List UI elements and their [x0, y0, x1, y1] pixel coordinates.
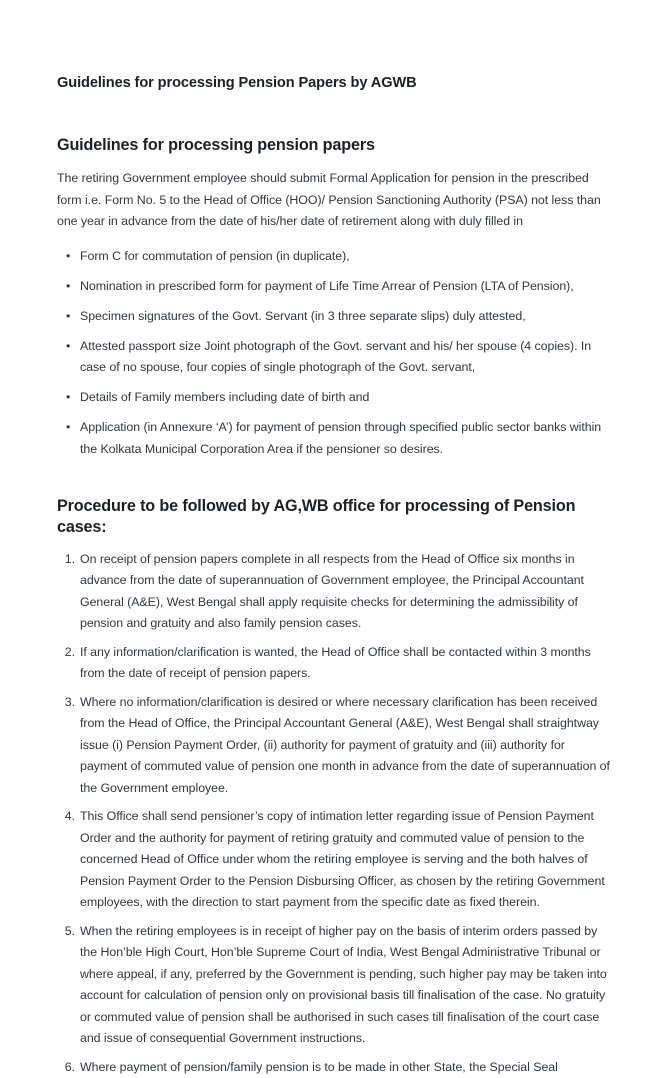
- list-item: This Office shall send pensioner’s copy of intimation letter regarding issue of Pension Payment Order and the authority for payment of retiring gratuity and commuted value of pension to the concerned Head of Office under whom the retiring employee is serving and the both halves of Pension Payment Order to the Pension Disbursing Officer, as chosen by the retiring Government employees, with the direction to start payment from the specific date as fixed therein.: [80, 809, 605, 910]
- list-item: • Specimen signatures of the Govt. Servant (in 3 three separate slips) duly attested,: [57, 306, 615, 328]
- guidelines-intro-paragraph: The retiring Government employee should submit Formal Application for pension in the prescribed form i.e. Form No. 5 to the Head of Office (HOO)/ Pension Sanctioning Authority (PSA) not less than one year in advance from the date of his/her date of retirement along with duly filled in: [57, 171, 601, 229]
- list-item: • Nomination in prescribed form for payment of Life Time Arrear of Pension (LTA of Pension),: [57, 276, 615, 298]
- list-item: On receipt of pension papers complete in all respects from the Head of Office six months in advance from the date of superannuation of Government employee, the Principal Accountant General (A&E), West Bengal shall apply requisite checks for determining the admissibility of pension and gratuity and also family pension cases.: [80, 551, 584, 631]
- list-item: • Attested passport size Joint photograph of the Govt. servant and his/ her spouse (4 copies). In case of no spouse, four copies of single photograph of the Govt. servant,: [57, 336, 615, 379]
- list-item: • Application (in Annexure ‘A’) for payment of pension through specified public sector banks within the Kolkata Municipal Corporation Area if the pensioner so desires.: [57, 417, 615, 460]
- list-item: If any information/clarification is wanted, the Head of Office shall be contacted within 3 months from the date of receipt of pension papers.: [80, 644, 591, 681]
- list-item: When the retiring employees is in receipt of higher pay on the basis of interim orders passed by the Hon’ble High Court, Hon’ble Supreme Court of India, West Bengal Administrative Tribunal or where appeal, if any, preferred by the Government is pending, such higher pay may be taken into account for calculation of pension only on provisional basis till finalisation of the case. No gratuity or commuted value of pension shall be authorised in such cases till finalisation of the court case and issue of consequential Government instructions.: [80, 923, 607, 1046]
- list-item: • Form C for commutation of pension (in duplicate),: [57, 246, 615, 268]
- procedure-steps-list: [57, 538, 615, 1078]
- procedure-section-heading: Procedure to be followed by AG,WB office for processing of Pension cases:: [57, 496, 576, 536]
- document-title: Guidelines for processing Pension Papers by AGWB: [57, 75, 417, 91]
- list-item: Where payment of pension/family pension is to be made in other State, the Special Seal: [80, 1059, 558, 1074]
- list-item: Where no information/clarification is desired or where necessary clarification has been received from the Head of Office, the Principal Accountant General (A&E), West Bengal shall straightway issue (i) Pension Payment Order, (ii) authority for payment of gratuity and (iii) authority for payment of commuted value of pension one month in advance from the date of superannuation of the Government employee.: [80, 694, 610, 795]
- guidelines-section-heading: Guidelines for processing pension papers: [57, 135, 375, 154]
- list-item: • Details of Family members including date of birth and: [57, 387, 615, 409]
- required-documents-list: [57, 233, 615, 461]
